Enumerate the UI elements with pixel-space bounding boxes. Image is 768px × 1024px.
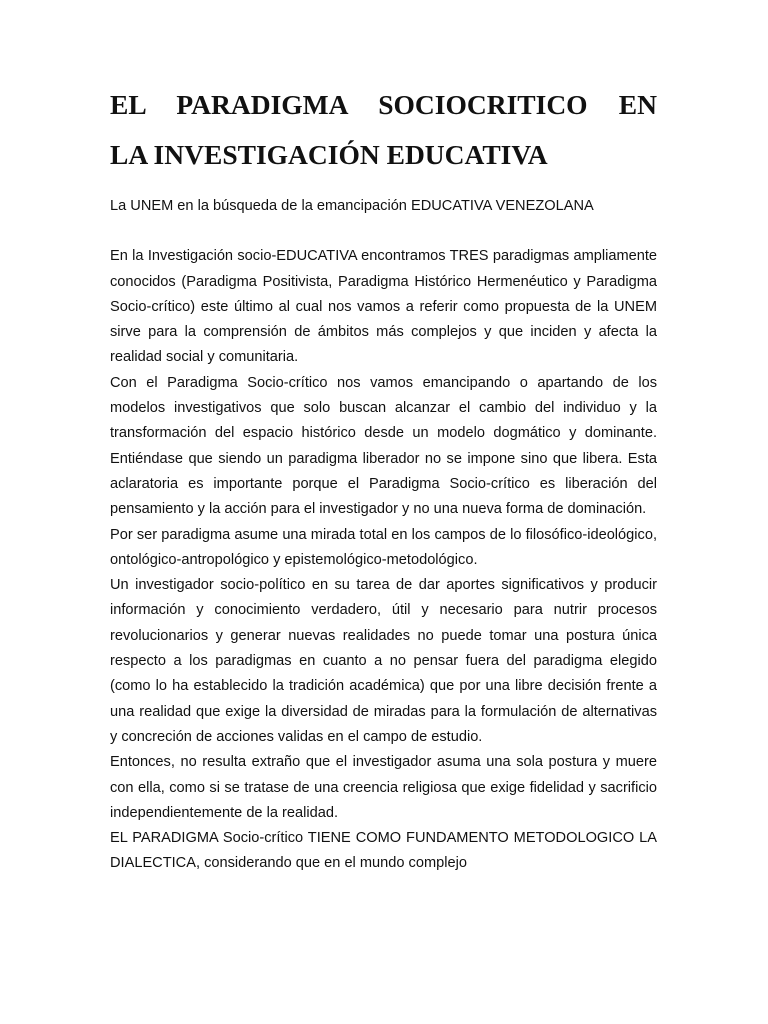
paragraph: Por ser paradigma asume una mirada total en los campos de lo filosófico-ideológico, ontológico-antropológico y epistemológico-metodológico. <box>110 526 657 568</box>
document-body <box>110 244 657 876</box>
document-subtitle: La UNEM en la búsqueda de la emancipación EDUCATIVA VENEZOLANA <box>110 198 594 214</box>
paragraph: Un investigador socio-político en su tarea de dar aportes significativos y producir información y conocimiento verdadero, útil y necesario para nutrir procesos revolucionarios y generar nuevas realidades no puede tomar una postura única respecto a los paradigmas en cuanto a no pensar fuera del paradigma elegido (como lo ha establecido la tradición académica) que por una libre decisión frente a una realidad que exige la diversidad de miradas para la formulación de alternativas y concreción de acciones validas en el campo de estudio. <box>110 577 657 745</box>
paragraph: Con el Paradigma Socio-crítico nos vamos emancipando o apartando de los modelos investigativos que solo buscan alcanzar el cambio del individuo y la transformación del espacio histórico desde un modelo dogmático y dominante. Entiéndase que siendo un paradigma liberador no se impone sino que libera. Esta aclaratoria es importante porque el Paradigma Socio-crítico es liberación del pensamiento y la acción para el investigador y no una nueva forma de dominación. <box>110 374 657 518</box>
title-line-2: LA INVESTIGACIÓN EDUCATIVA <box>110 139 548 170</box>
paragraph: En la Investigación socio-EDUCATIVA encontramos TRES paradigmas ampliamente conocidos (Paradigma Positivista, Paradigma Histórico Hermenéutico y Paradigma Socio-crítico) este último al cual nos vamos a referir como propuesta de la UNEM sirve para la comprensión de ámbitos más complejos y que inciden y afecta la realidad social y comunitaria. <box>110 248 657 366</box>
document-page <box>110 0 657 877</box>
paragraph: Entonces, no resulta extraño que el investigador asuma una sola postura y muere con ella, como si se tratase de una creencia religiosa que exige fidelidad y sacrificio independientemente de la realidad. <box>110 754 657 821</box>
paragraph: EL PARADIGMA Socio-crítico TIENE COMO FUNDAMENTO METODOLOGICO LA DIALECTICA, considerando que en el mundo complejo <box>110 830 657 872</box>
title-line-1: EL PARADIGMA SOCIOCRITICO EN <box>110 89 657 120</box>
document-title <box>110 0 657 180</box>
